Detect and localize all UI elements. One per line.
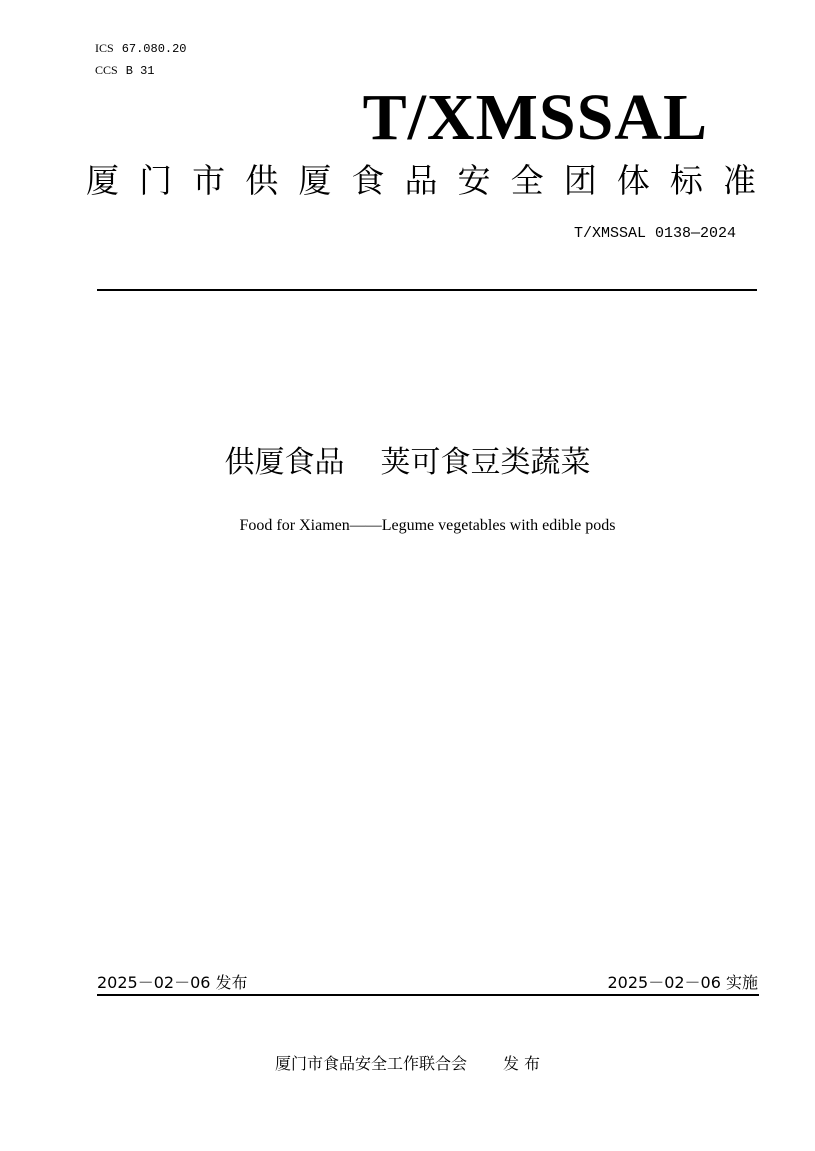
- standard-brand-mark: T/XMSSAL: [362, 81, 708, 154]
- ics-code: 67.080.20: [121, 42, 187, 56]
- bottom-divider: [97, 994, 759, 996]
- publisher-action: 发 布: [502, 1054, 541, 1073]
- implementation-date: 2025－02－06 实施: [607, 973, 758, 992]
- org-title-char: 厦: [86, 160, 119, 200]
- standard-number: T/XMSSAL 0138—2024: [573, 225, 736, 242]
- ccs-code: B 31: [125, 64, 155, 78]
- org-title-char: 标: [669, 160, 703, 200]
- org-title-char: 品: [404, 160, 438, 200]
- publisher-line: [0, 1053, 815, 1075]
- org-title-char: 厦: [298, 160, 332, 200]
- issue-date: 2025－02－06 发布: [97, 973, 248, 992]
- org-title-char: 全: [510, 160, 544, 200]
- org-title-char: 准: [722, 160, 756, 200]
- document-title: [0, 440, 815, 486]
- document-english-title: Food for Xiamen——Legume vegetables with edible pods: [239, 517, 616, 534]
- organization-standard-title: [86, 153, 756, 203]
- org-title-char: 体: [616, 160, 650, 200]
- top-divider: [97, 289, 757, 291]
- org-title-char: 食: [351, 160, 385, 200]
- org-title-char: 门: [139, 160, 173, 200]
- title-part-2: 荚可食豆类蔬菜: [380, 445, 591, 480]
- org-title-char: 团: [563, 160, 597, 200]
- ccs-label: CCS: [95, 63, 118, 77]
- ics-classification: [95, 41, 187, 56]
- ics-label: ICS: [95, 41, 114, 55]
- ccs-classification: [95, 63, 155, 78]
- org-title-char: 安: [457, 160, 491, 200]
- publisher-name: 厦门市食品安全工作联合会: [274, 1054, 467, 1073]
- org-title-char: 市: [192, 160, 226, 200]
- org-title-char: 供: [245, 160, 279, 200]
- title-part-1: 供厦食品: [224, 445, 345, 480]
